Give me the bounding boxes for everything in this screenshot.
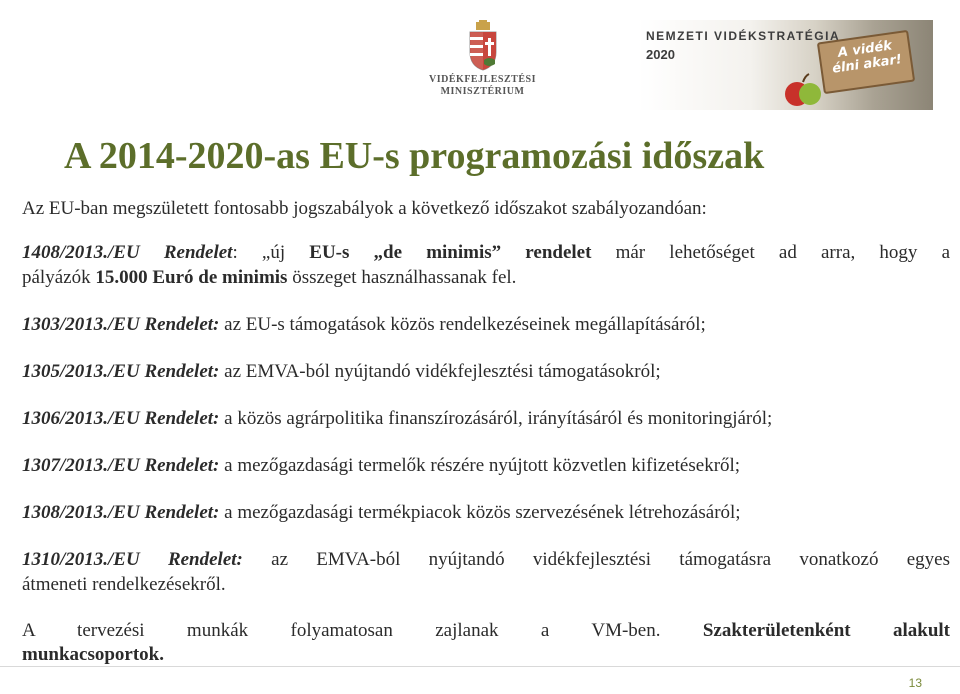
text: pályázók bbox=[22, 267, 96, 288]
coat-of-arms-icon bbox=[466, 20, 500, 72]
regulation-ref: 1305/2013./EU Rendelet: bbox=[22, 361, 220, 382]
text: „új bbox=[237, 242, 310, 263]
regulation-1305 bbox=[22, 360, 950, 384]
strategy-banner bbox=[638, 20, 933, 110]
colon: : bbox=[232, 242, 238, 263]
regulation-ref: 1307/2013./EU Rendelet: bbox=[22, 455, 220, 476]
regulation-text: a közös agrárpolitika finanszírozásáról, irányításáról és monitoringjáról; bbox=[219, 408, 773, 429]
regulation-ref: 1408/2013./EU Rendelet bbox=[22, 242, 233, 263]
regulation-1408-line2 bbox=[22, 266, 950, 290]
regulation-text: a mezőgazdasági termékpiacok közös szervezésének létrehozásáról; bbox=[219, 502, 741, 523]
regulation-1310-line2: átmeneti rendelkezésekről. bbox=[22, 574, 226, 595]
intro-text: Az EU-ban megszületett fontosabb jogszabályok a következő időszakot szabályozandóan: bbox=[22, 198, 707, 219]
regulation-1308 bbox=[22, 501, 950, 525]
bold-text: 15.000 Euró de minimis bbox=[95, 267, 288, 288]
regulation-ref: 1306/2013./EU Rendelet: bbox=[22, 408, 220, 429]
strategy-slogan: A vidék élni akar! bbox=[831, 38, 903, 77]
strategy-year: 2020 bbox=[646, 47, 675, 62]
page-number: 13 bbox=[908, 676, 922, 690]
closing-line2: munkacsoportok. bbox=[22, 644, 164, 665]
regulation-1303 bbox=[22, 313, 950, 337]
regulation-text: a mezőgazdasági termelők részére nyújtott közvetlen kifizetésekről; bbox=[219, 455, 741, 476]
strategy-title: NEMZETI VIDÉKSTRATÉGIA bbox=[646, 29, 841, 43]
apple-icon bbox=[783, 72, 823, 110]
regulation-ref: 1308/2013./EU Rendelet: bbox=[22, 502, 220, 523]
regulation-1307 bbox=[22, 454, 950, 478]
text: már lehetőséget ad arra, hogy a bbox=[591, 242, 950, 263]
closing-line1 bbox=[22, 619, 950, 643]
regulation-1310-line1 bbox=[22, 548, 950, 572]
closing-text: A tervezési munkák folyamatosan zajlanak a VM-ben. bbox=[22, 620, 703, 641]
regulation-1306 bbox=[22, 407, 950, 431]
regulation-ref: 1310/2013./EU Rendelet: bbox=[22, 549, 243, 570]
regulation-text: az EU-s támogatások közös rendelkezéseinek megállapításáról; bbox=[219, 314, 706, 335]
slide-title: A 2014-2020-as EU-s programozási időszak bbox=[64, 135, 765, 177]
ministry-logo bbox=[420, 20, 545, 110]
footer-divider bbox=[0, 666, 960, 667]
regulation-text: az EMVA-ból nyújtandó vidékfejlesztési támogatásra vonatkozó egyes bbox=[242, 549, 950, 570]
regulation-ref: 1303/2013./EU Rendelet: bbox=[22, 314, 220, 335]
regulation-text: az EMVA-ból nyújtandó vidékfejlesztési támogatásokról; bbox=[219, 361, 661, 382]
bold-text: EU-s „de minimis” rendelet bbox=[309, 242, 592, 263]
ministry-name: VIDÉKFEJLESZTÉSI MINISZTÉRIUM bbox=[429, 74, 536, 97]
closing-bold: Szakterületenként alakult bbox=[702, 620, 950, 641]
text: összeget használhassanak fel. bbox=[287, 267, 517, 288]
regulation-1408-line1 bbox=[22, 241, 950, 265]
